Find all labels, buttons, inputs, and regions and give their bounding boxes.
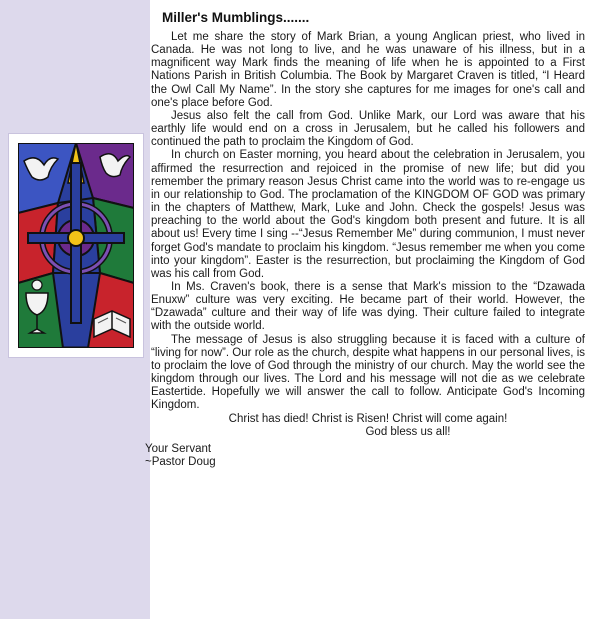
- stained-glass-artwork: [18, 143, 134, 348]
- closing-line: Christ has died! Christ is Risen! Christ will come again!: [228, 412, 508, 425]
- signoff-name: ~Pastor Doug: [145, 456, 216, 468]
- article-paragraph: Let me share the story of Mark Brian, a young Anglican priest, who lived in Canada. He was not long to live, and he was unaware of his illness, but in a magnificent way Mark finds the meaning of life when he is appointed to a First Nations Parish in British Columbia. The Book by Margaret Craven is titled, “I Heard the Owl Call My Name”. In the story she captures for me images for one's call and one's place before God.: [151, 31, 585, 109]
- article-paragraph: Jesus also felt the call from God. Unlike Mark, our Lord was aware that his earthly life would end on a cross in Jerusalem, but he called his followers and continued the path to proclaim the Kingdom of God.: [151, 109, 585, 149]
- signoff-line: Your Servant: [145, 442, 212, 455]
- article-content: [145, 10, 585, 469]
- stained-glass-artwork-frame: [8, 133, 144, 358]
- article-paragraph: In church on Easter morning, you heard about the celebration in Jerusalem, you affirmed the resurrection and rejoiced in the promise of new life; but did you remember the primary reason Jesus Christ came into the world was to re-engage us in our relationship to God. The proclamation of the KINGDOM OF GOD was primary in the chapters of Matthew, Mark, Luke and John. Check the gospels! Jesus was preaching to the world about the God's kingdom both present and future. It is all about us! Every time I sing --“Jesus Remember Me” during communion, I must never forget God's mandate to proclaim his kingdom. “Jesus remember me when you come into your kingdom”. Easter is the resurrection, but proclaiming the Kingdom of God was his call from God.: [151, 149, 585, 280]
- article-paragraph: In Ms. Craven's book, there is a sense that Mark's mission to the “Dzawada Enuxw” culture was very exciting. He became part of their world. However, the “Dzawada” culture and their way of life was dying. Their culture failed to integrate with the outside world.: [151, 280, 585, 333]
- article-paragraph: The message of Jesus is also struggling because it is faced with a culture of “living for now”. Our role as the church, despite what happens in our personal lives, is to proclaim the love of God through the ministry of our church. May the world see the kingdom through our lives. The Lord and his message will not die as we celebrate Eastertide. Hopefully we will answer the call to follow. Anticipate God's Incoming Kingdom.: [151, 333, 585, 412]
- signoff: [145, 442, 585, 469]
- closing-line: God bless us all!: [365, 425, 451, 438]
- article-title: Miller's Mumblings.......: [162, 10, 310, 25]
- left-sidebar: [0, 0, 150, 619]
